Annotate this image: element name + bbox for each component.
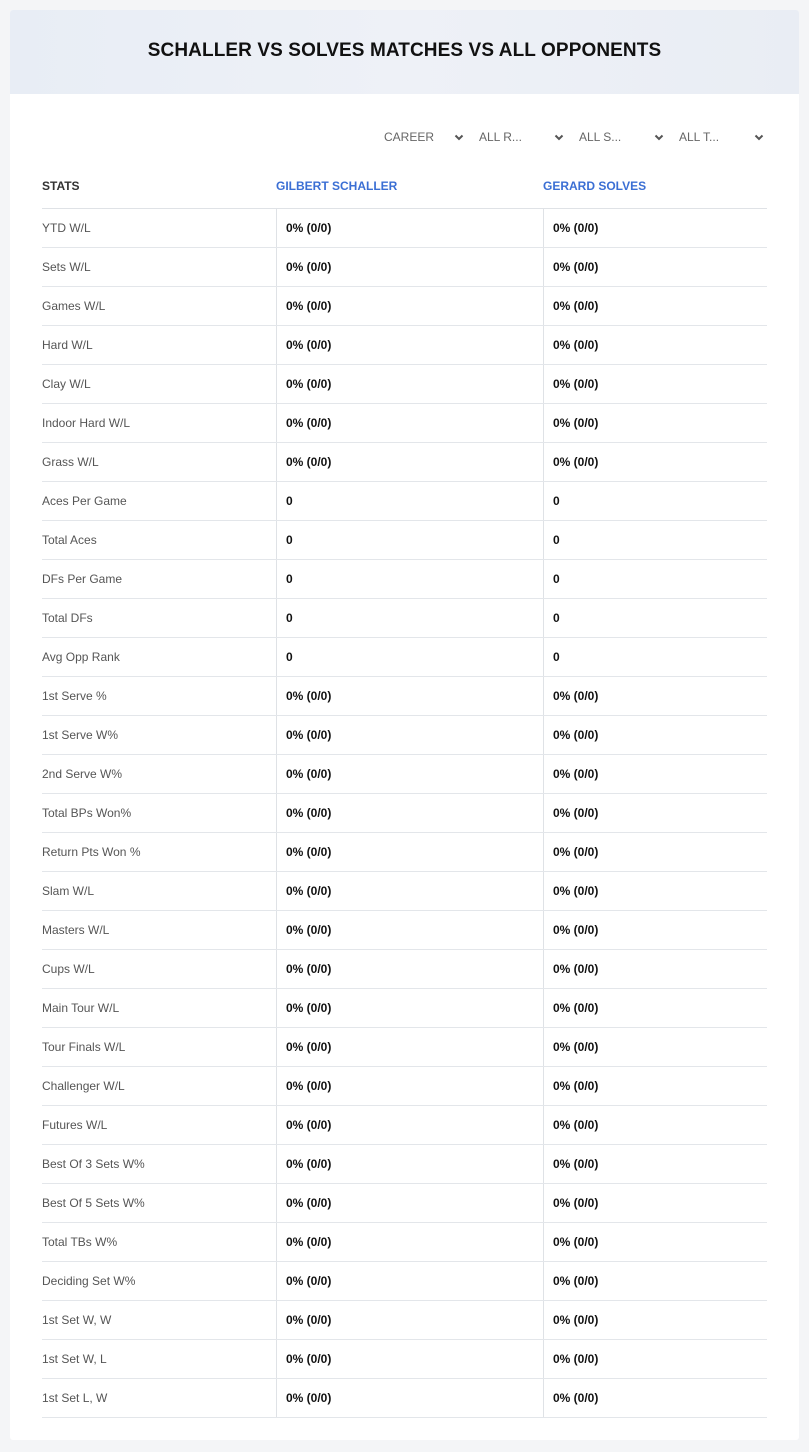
stat-label: Total DFs bbox=[42, 611, 93, 625]
table-row bbox=[42, 755, 767, 794]
player1-value: 0% (0/0) bbox=[286, 1001, 332, 1015]
player1-value: 0% (0/0) bbox=[286, 884, 332, 898]
column-divider bbox=[276, 482, 277, 520]
player2-value: 0% (0/0) bbox=[553, 416, 599, 430]
stat-label: Games W/L bbox=[42, 299, 106, 313]
stat-label: Cups W/L bbox=[42, 962, 95, 976]
player2-value: 0% (0/0) bbox=[553, 728, 599, 742]
column-divider bbox=[276, 521, 277, 559]
player1-value: 0% (0/0) bbox=[286, 299, 332, 313]
column-divider bbox=[276, 872, 277, 910]
column-divider bbox=[276, 1145, 277, 1183]
column-divider bbox=[543, 1067, 544, 1105]
column-divider bbox=[543, 599, 544, 637]
player2-value: 0% (0/0) bbox=[553, 1079, 599, 1093]
player2-value: 0 bbox=[553, 611, 560, 625]
column-divider bbox=[543, 638, 544, 676]
player1-value: 0% (0/0) bbox=[286, 806, 332, 820]
column-divider bbox=[543, 1262, 544, 1300]
column-divider bbox=[543, 326, 544, 364]
stat-label: Sets W/L bbox=[42, 260, 91, 274]
player1-value: 0% (0/0) bbox=[286, 1118, 332, 1132]
player1-value: 0 bbox=[286, 572, 293, 586]
column-divider bbox=[276, 638, 277, 676]
stats-table bbox=[42, 164, 767, 1418]
stat-label: 2nd Serve W% bbox=[42, 767, 123, 781]
column-divider bbox=[276, 1184, 277, 1222]
player1-value: 0% (0/0) bbox=[286, 689, 332, 703]
player2-value: 0% (0/0) bbox=[553, 1274, 599, 1288]
player1-value: 0% (0/0) bbox=[286, 416, 332, 430]
table-row bbox=[42, 1223, 767, 1262]
column-divider bbox=[276, 716, 277, 754]
column-divider bbox=[276, 989, 277, 1027]
stat-label: Aces Per Game bbox=[42, 494, 127, 508]
column-divider bbox=[543, 1223, 544, 1261]
player2-value: 0 bbox=[553, 494, 560, 508]
column-divider bbox=[543, 560, 544, 598]
table-row bbox=[42, 365, 767, 404]
table-row bbox=[42, 1184, 767, 1223]
player1-value: 0% (0/0) bbox=[286, 1079, 332, 1093]
stat-label: Hard W/L bbox=[42, 338, 93, 352]
player1-value: 0% (0/0) bbox=[286, 1391, 332, 1405]
table-row bbox=[42, 716, 767, 755]
player1-value: 0 bbox=[286, 650, 293, 664]
table-row bbox=[42, 1106, 767, 1145]
column-divider bbox=[276, 1340, 277, 1378]
tournament-select-value: ALL T... bbox=[679, 130, 720, 144]
table-row bbox=[42, 248, 767, 287]
player2-value: 0 bbox=[553, 650, 560, 664]
player2-value: 0% (0/0) bbox=[553, 1391, 599, 1405]
column-divider bbox=[543, 833, 544, 871]
page-title: SCHALLER VS SOLVES MATCHES VS ALL OPPONENTS bbox=[147, 40, 662, 61]
column-divider bbox=[276, 1301, 277, 1339]
table-header bbox=[42, 164, 767, 209]
column-divider bbox=[543, 677, 544, 715]
column-divider bbox=[276, 1223, 277, 1261]
column-divider bbox=[276, 677, 277, 715]
table-row bbox=[42, 404, 767, 443]
stat-label: Total Aces bbox=[42, 533, 97, 547]
player1-value: 0% (0/0) bbox=[286, 923, 332, 937]
stat-label: Best Of 5 Sets W% bbox=[42, 1196, 145, 1210]
column-divider bbox=[543, 521, 544, 559]
stat-label: Avg Opp Rank bbox=[42, 650, 120, 664]
player2-value: 0% (0/0) bbox=[553, 299, 599, 313]
stat-label: 1st Set W, L bbox=[42, 1352, 107, 1366]
surface-select[interactable] bbox=[579, 126, 665, 148]
stat-label: 1st Set W, W bbox=[42, 1313, 112, 1327]
table-row bbox=[42, 950, 767, 989]
table-row bbox=[42, 1301, 767, 1340]
column-divider bbox=[276, 1106, 277, 1144]
round-select[interactable] bbox=[479, 126, 565, 148]
filter-bar bbox=[10, 126, 799, 148]
column-divider bbox=[543, 716, 544, 754]
column-divider bbox=[543, 209, 544, 247]
player1-link[interactable]: GILBERT SCHALLER bbox=[276, 179, 398, 193]
player2-value: 0% (0/0) bbox=[553, 338, 599, 352]
chevron-down-icon bbox=[553, 131, 565, 143]
stat-label: Total BPs Won% bbox=[42, 806, 132, 820]
column-divider bbox=[276, 1379, 277, 1417]
player1-value: 0% (0/0) bbox=[286, 1313, 332, 1327]
stats-card bbox=[10, 10, 799, 1440]
stat-label: Deciding Set W% bbox=[42, 1274, 136, 1288]
player1-value: 0% (0/0) bbox=[286, 1040, 332, 1054]
column-divider bbox=[543, 365, 544, 403]
column-divider bbox=[276, 1028, 277, 1066]
period-select-value: CAREER bbox=[384, 130, 435, 144]
player1-value: 0% (0/0) bbox=[286, 1196, 332, 1210]
player2-value: 0% (0/0) bbox=[553, 884, 599, 898]
player2-value: 0% (0/0) bbox=[553, 260, 599, 274]
player2-value: 0 bbox=[553, 533, 560, 547]
table-row bbox=[42, 1262, 767, 1301]
stat-label: DFs Per Game bbox=[42, 572, 123, 586]
column-divider bbox=[543, 248, 544, 286]
stat-label: Slam W/L bbox=[42, 884, 95, 898]
table-row bbox=[42, 287, 767, 326]
column-divider bbox=[543, 1028, 544, 1066]
column-divider bbox=[543, 872, 544, 910]
column-divider bbox=[543, 404, 544, 442]
column-divider bbox=[543, 1145, 544, 1183]
period-select[interactable] bbox=[384, 126, 465, 148]
table-row bbox=[42, 326, 767, 365]
column-divider bbox=[276, 209, 277, 247]
table-body bbox=[42, 209, 767, 1418]
stat-label: Best Of 3 Sets W% bbox=[42, 1157, 145, 1171]
player2-value: 0% (0/0) bbox=[553, 1157, 599, 1171]
stat-label: Return Pts Won % bbox=[42, 845, 141, 859]
column-divider bbox=[276, 248, 277, 286]
column-divider bbox=[276, 443, 277, 481]
player2-value: 0% (0/0) bbox=[553, 1352, 599, 1366]
stat-label: Grass W/L bbox=[42, 455, 99, 469]
player1-value: 0% (0/0) bbox=[286, 338, 332, 352]
table-row bbox=[42, 209, 767, 248]
table-row bbox=[42, 443, 767, 482]
player2-value: 0% (0/0) bbox=[553, 923, 599, 937]
table-row bbox=[42, 1145, 767, 1184]
column-divider bbox=[276, 326, 277, 364]
player1-value: 0% (0/0) bbox=[286, 1157, 332, 1171]
stat-label: Indoor Hard W/L bbox=[42, 416, 131, 430]
column-divider bbox=[276, 911, 277, 949]
table-row bbox=[42, 989, 767, 1028]
column-divider bbox=[276, 287, 277, 325]
player1-value: 0% (0/0) bbox=[286, 260, 332, 274]
stat-label: Masters W/L bbox=[42, 923, 110, 937]
stat-label: 1st Serve % bbox=[42, 689, 107, 703]
stat-label: 1st Set L, W bbox=[42, 1391, 108, 1405]
player2-value: 0% (0/0) bbox=[553, 1235, 599, 1249]
player2-value: 0% (0/0) bbox=[553, 1118, 599, 1132]
table-row bbox=[42, 794, 767, 833]
table-row bbox=[42, 638, 767, 677]
column-divider bbox=[276, 794, 277, 832]
player2-value: 0% (0/0) bbox=[553, 689, 599, 703]
column-divider bbox=[543, 950, 544, 988]
table-row bbox=[42, 1067, 767, 1106]
table-row bbox=[42, 833, 767, 872]
column-divider bbox=[276, 950, 277, 988]
player1-value: 0% (0/0) bbox=[286, 1352, 332, 1366]
table-row bbox=[42, 560, 767, 599]
player2-value: 0% (0/0) bbox=[553, 962, 599, 976]
table-row bbox=[42, 521, 767, 560]
player2-value: 0% (0/0) bbox=[553, 845, 599, 859]
column-divider bbox=[276, 365, 277, 403]
player2-value: 0% (0/0) bbox=[553, 806, 599, 820]
player1-value: 0 bbox=[286, 533, 293, 547]
player2-value: 0 bbox=[553, 572, 560, 586]
player2-value: 0% (0/0) bbox=[553, 221, 599, 235]
column-divider bbox=[543, 1340, 544, 1378]
player2-value: 0% (0/0) bbox=[553, 1313, 599, 1327]
player1-value: 0% (0/0) bbox=[286, 1235, 332, 1249]
player1-value: 0% (0/0) bbox=[286, 221, 332, 235]
column-divider bbox=[543, 1184, 544, 1222]
player2-value: 0% (0/0) bbox=[553, 1040, 599, 1054]
stat-label: Futures W/L bbox=[42, 1118, 108, 1132]
player1-value: 0 bbox=[286, 494, 293, 508]
table-row bbox=[42, 911, 767, 950]
chevron-down-icon bbox=[753, 131, 765, 143]
surface-select-value: ALL S... bbox=[579, 130, 622, 144]
column-divider bbox=[276, 1067, 277, 1105]
player2-value: 0% (0/0) bbox=[553, 1196, 599, 1210]
column-divider bbox=[543, 911, 544, 949]
column-divider bbox=[543, 794, 544, 832]
round-select-value: ALL R... bbox=[479, 130, 522, 144]
player2-value: 0% (0/0) bbox=[553, 767, 599, 781]
player2-value: 0% (0/0) bbox=[553, 1001, 599, 1015]
column-divider bbox=[276, 833, 277, 871]
column-divider bbox=[276, 755, 277, 793]
table-row bbox=[42, 1379, 767, 1418]
column-divider bbox=[276, 560, 277, 598]
stat-label: YTD W/L bbox=[42, 221, 91, 235]
player1-value: 0% (0/0) bbox=[286, 377, 332, 391]
stat-label: Total TBs W% bbox=[42, 1235, 118, 1249]
player1-value: 0% (0/0) bbox=[286, 1274, 332, 1288]
player1-value: 0% (0/0) bbox=[286, 767, 332, 781]
stat-label: 1st Serve W% bbox=[42, 728, 119, 742]
column-divider bbox=[276, 1262, 277, 1300]
table-row bbox=[42, 482, 767, 521]
column-divider bbox=[276, 599, 277, 637]
table-row bbox=[42, 1340, 767, 1379]
column-divider bbox=[543, 1106, 544, 1144]
column-divider bbox=[276, 404, 277, 442]
player2-link[interactable]: GERARD SOLVES bbox=[543, 179, 647, 193]
player2-value: 0% (0/0) bbox=[553, 455, 599, 469]
column-divider bbox=[543, 755, 544, 793]
column-divider bbox=[543, 989, 544, 1027]
table-row bbox=[42, 1028, 767, 1067]
column-divider bbox=[543, 482, 544, 520]
card-header bbox=[10, 10, 799, 94]
column-divider bbox=[543, 443, 544, 481]
column-divider bbox=[543, 1301, 544, 1339]
player1-value: 0% (0/0) bbox=[286, 728, 332, 742]
player1-value: 0% (0/0) bbox=[286, 455, 332, 469]
table-row bbox=[42, 599, 767, 638]
player2-value: 0% (0/0) bbox=[553, 377, 599, 391]
stat-label: Main Tour W/L bbox=[42, 1001, 120, 1015]
player1-value: 0 bbox=[286, 611, 293, 625]
column-divider bbox=[543, 1379, 544, 1417]
player1-value: 0% (0/0) bbox=[286, 962, 332, 976]
stat-label: Challenger W/L bbox=[42, 1079, 125, 1093]
stat-label: Tour Finals W/L bbox=[42, 1040, 126, 1054]
table-row bbox=[42, 677, 767, 716]
stat-label: Clay W/L bbox=[42, 377, 91, 391]
table-row bbox=[42, 872, 767, 911]
tournament-select[interactable] bbox=[679, 126, 765, 148]
chevron-down-icon bbox=[653, 131, 665, 143]
stats-column-header: STATS bbox=[42, 179, 80, 193]
player1-value: 0% (0/0) bbox=[286, 845, 332, 859]
column-divider bbox=[543, 287, 544, 325]
chevron-down-icon bbox=[453, 131, 465, 143]
